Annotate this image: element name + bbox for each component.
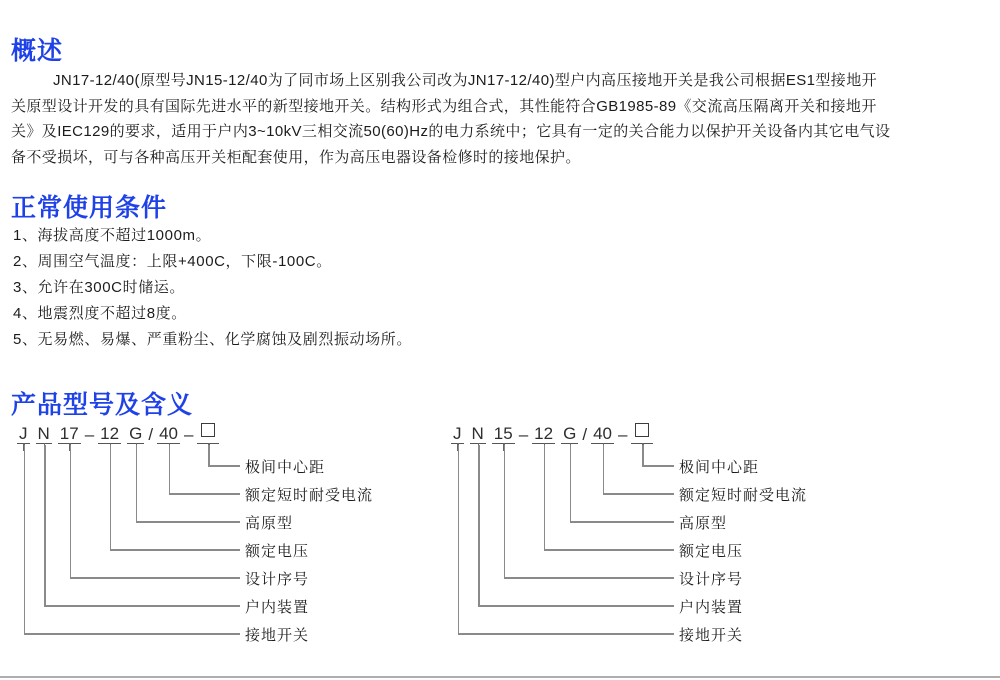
connector-line [603,493,675,495]
connector-line [110,445,112,549]
connector-line [169,493,241,495]
connector-line [504,577,675,579]
connector-line [208,465,240,467]
connector-line [458,445,460,633]
model-separator: – [84,425,95,444]
model-separator: – [183,425,194,444]
model-placeholder-box [631,423,653,444]
condition-item: 2、周围空气温度：上限+400C，下限-100C。 [13,253,332,270]
section-title-model-designation: 产品型号及含义 [11,391,194,419]
model-label: 极间中心距 [245,459,326,476]
model-code [14,424,474,444]
model-label: 额定短时耐受电流 [679,487,808,504]
paragraph-line: 关原型设计开发的具有国际先进水平的新型接地开关。结构形式为组合式，其性能符合GB1985-89《交流高压隔离开关和接地开 [11,97,877,115]
model-label: 设计序号 [245,571,310,588]
model-label: 户内装置 [679,599,744,616]
paragraph-line: 关》及IEC129的要求，适用于户内3~10kV三相交流50(60)Hz的电力系统中；它具有一定的关合能力以保护开关设备内其它电气设 [11,123,891,140]
model-diagram-jn15 [448,424,908,662]
connector-line [44,605,240,607]
connector-line [504,445,506,577]
placeholder-square-icon [635,423,649,437]
model-label: 接地开关 [679,627,744,644]
connector-line [110,549,241,551]
connector-line [24,445,26,633]
model-label: 接地开关 [245,627,310,644]
model-label: 额定电压 [679,543,744,560]
connector-line [478,605,674,607]
model-separator: – [518,425,529,444]
connector-line [642,445,644,465]
conditions-list [13,223,412,353]
connector-line [136,521,241,523]
model-segment: 15 [493,424,513,443]
connector-line [70,445,72,577]
paragraph-line: JN17-12/40(原型号JN15-12/40为了同市场上区别我公司改为JN17-12/40)型户内高压接地开关是我公司根据ES1型接地开 [53,72,877,89]
section-title-overview: 概述 [11,37,64,65]
condition-item: 5、无易燃、易爆、严重粉尘、化学腐蚀及剧烈振动场所。 [13,331,412,348]
connector-line [603,445,605,493]
model-label: 设计序号 [679,571,744,588]
connector-line [544,445,546,549]
model-separator: – [617,425,628,444]
connector-line [642,465,674,467]
model-segment: 40 [159,424,178,443]
connector-line [570,445,572,521]
connector-line [24,633,241,635]
connector-line [136,445,138,521]
condition-item: 3、允许在300C时储运。 [13,279,186,296]
model-label: 高原型 [679,515,728,532]
model-code [448,424,908,444]
model-segment: 12 [100,424,120,443]
model-label: 额定电压 [245,543,310,560]
model-label: 极间中心距 [679,459,760,476]
condition-item: 4、地震烈度不超过8度。 [13,305,187,322]
connector-line [544,549,675,551]
model-segment: 12 [534,424,554,443]
model-label: 户内装置 [245,599,310,616]
connector-line [70,577,241,579]
connector-line [44,445,46,605]
model-label: 额定短时耐受电流 [245,487,374,504]
model-separator: / [582,425,588,444]
connector-line [169,445,171,493]
model-separator: / [148,425,154,444]
connector-line [478,445,480,605]
section-title-conditions: 正常使用条件 [11,194,168,222]
placeholder-square-icon [201,423,215,437]
model-segment: J [453,424,462,443]
overview-paragraph [11,68,991,170]
model-segment: 17 [59,424,79,443]
paragraph-line: 备不受损坏，可与各种高压开关柜配套使用，作为高压电器设备检修时的接地保护。 [11,148,581,166]
condition-item: 1、海拔高度不超过1000m。 [13,227,212,244]
model-segment: G [563,424,577,443]
model-segment: N [471,424,484,443]
model-segment: 40 [593,424,612,443]
connector-line [458,633,675,635]
model-diagram-jn17 [14,424,474,662]
model-segment: J [19,424,28,443]
connector-line [570,521,675,523]
model-label: 高原型 [245,515,294,532]
model-segment: N [37,424,50,443]
connector-line [208,445,210,465]
page-bottom-divider [0,676,1000,678]
model-placeholder-box [197,423,219,444]
model-segment: G [129,424,143,443]
